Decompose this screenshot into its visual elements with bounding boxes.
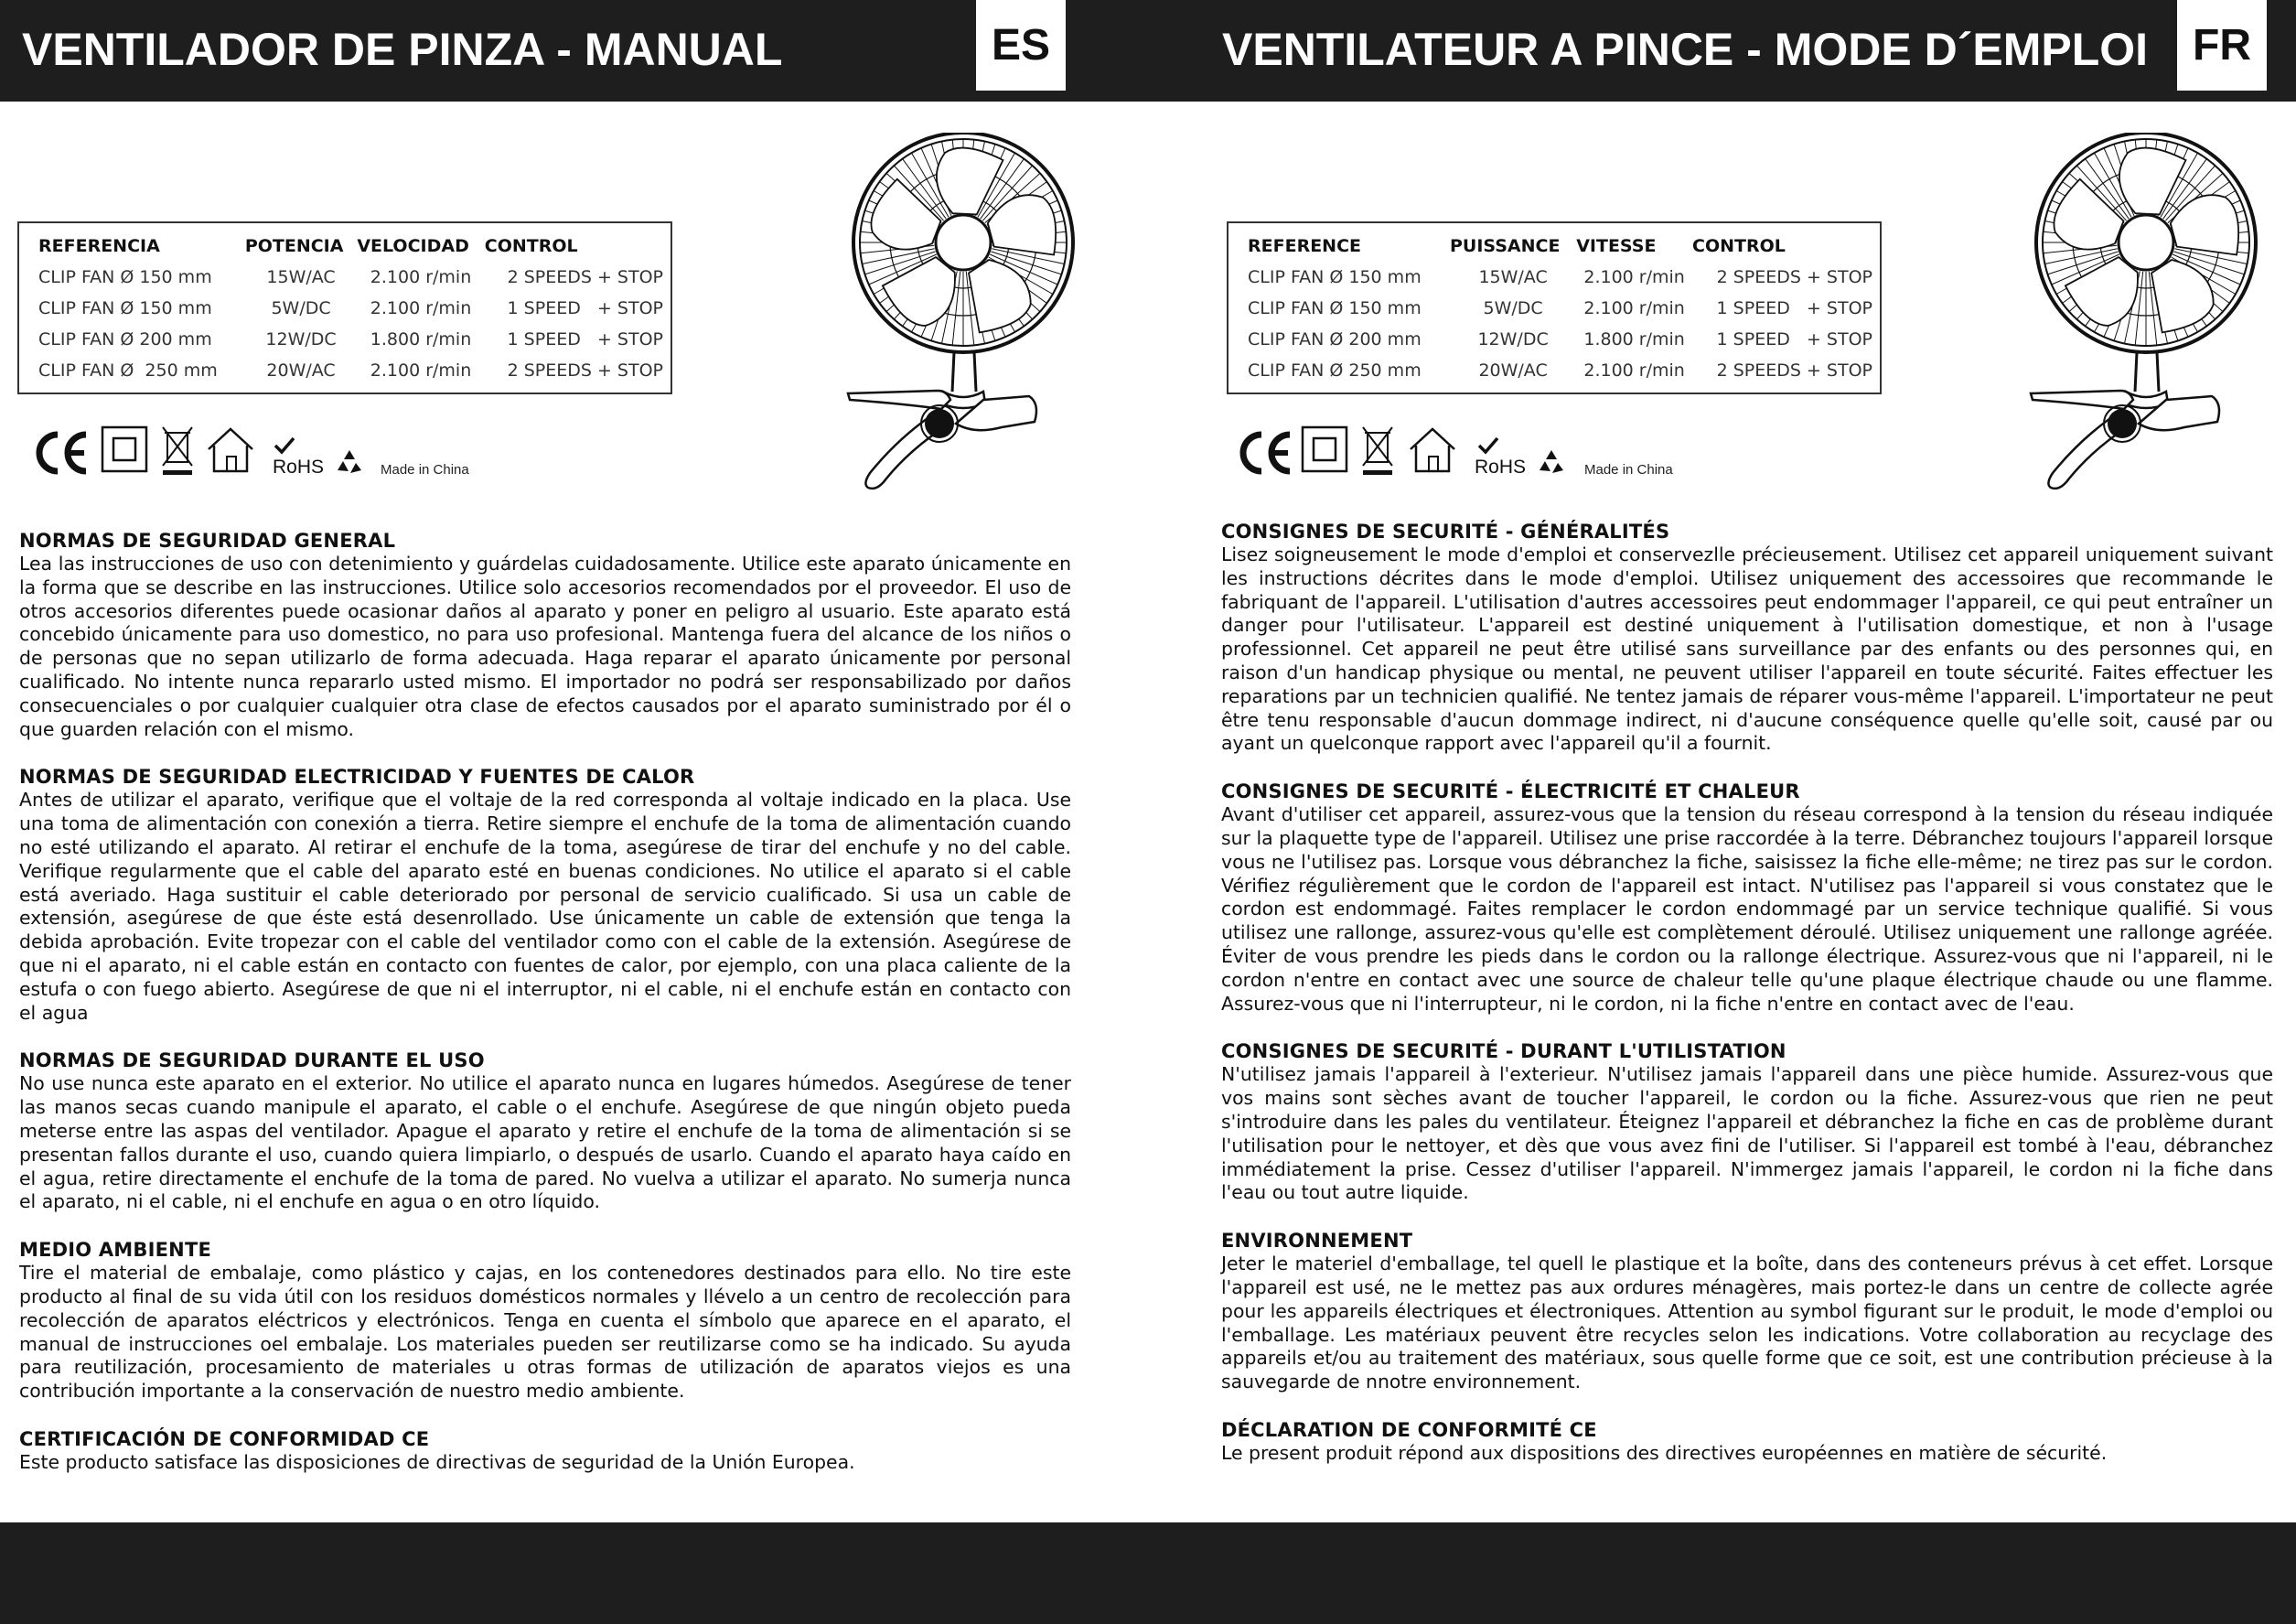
table-cell: 5W/DC — [1483, 298, 1543, 318]
rohs-check-icon — [1476, 436, 1500, 455]
section-body: Tire el material de embalaje, como plástico y cajas, en los contenedores destinados para ello. No tire este producto al final de su vida útil con los residuos domésticos normales y llévelo a un centro de recolección para recolección de aparatos eléctricos y electrónicos. Tenga en cuenta el símbolo que aparece en el aparato, el manual de instrucciones oel embalaje. Los materiales pueden ser reutilizarse como se ha indicado. Su ayuda para reutilización, procesamiento de materiales u otras formas de utilización de aparatos viejos es una contribución importante a la conservación de nuestro medio ambiente. — [19, 1262, 1071, 1403]
table-cell: CLIP FAN Ø 200 mm — [38, 329, 212, 350]
indoor-use-house-icon — [205, 425, 256, 473]
table-cell: 1 SPEED + STOP — [507, 329, 663, 350]
table-row — [18, 324, 671, 355]
table-cell: CLIP FAN Ø 150 mm — [38, 298, 212, 318]
table-cell: 15W/AC — [266, 267, 336, 287]
table-cell: CLIP FAN Ø 250 mm — [1248, 360, 1422, 381]
section-electrical-safety — [19, 765, 1071, 1025]
table-cell: 2 SPEEDS + STOP — [1716, 360, 1872, 381]
double-insulation-icon — [1301, 425, 1348, 473]
table-cell: 2.100 r/min — [370, 360, 472, 381]
rohs-label: RoHS — [273, 457, 325, 478]
table-cell: 2.100 r/min — [370, 267, 472, 287]
section-heading: CERTIFICACIÓN DE CONFORMIDAD CE — [19, 1427, 430, 1450]
ce-mark-icon — [1237, 429, 1293, 477]
section-heading: ENVIRONNEMENT — [1221, 1230, 1413, 1253]
table-header-row — [1228, 222, 1881, 262]
section-body: N'utilisez jamais l'appareil à l'exterieur. N'utilisez jamais l'appareil dans une pièce humide. Assurez-vous que vos mains sont sèches avant de toucher l'appareil, le cordon ou la fiche. Assurez-vous que rien ne peut s'introduire dans les pales du ventilateur. Éteignez l'appareil et débranchez la fiche en cas de problème durant l'utilisation pour le nettoyer, et dès que vous avez fini de l'utiliser. Si l'appareil est tombé à l'eau, débranchez immédiatement la prise. Cessez d'utiliser l'appareil. N'immergez jamais l'appareil, le cordon ni la fiche dans l'eau ou tout autre liquide. — [1221, 1063, 2273, 1204]
section-heading: NORMAS DE SEGURIDAD DURANTE EL USO — [19, 1049, 485, 1072]
column-header: CONTROL — [1692, 236, 1786, 256]
indoor-use-house-icon — [1407, 425, 1458, 473]
made-in-label: Made in China — [1584, 462, 1673, 478]
weee-bin-icon — [159, 424, 196, 477]
section-body: Este producto satisface las disposiciones de directivas de seguridad de la Unión Europea. — [19, 1450, 855, 1473]
section-body: Avant d'utiliser cet appareil, assurez-vous que la tension du réseau correspond à la tension du réseau indiquée sur la plaquette type de l'appareil. Utilisez une prise raccordée à la terre. Débranchez toujours l'appareil lorsque vous ne l'utilisez pas. Lorsque vous débranchez la fiche, saisissez la fiche elle-même; ne tirez pas sur le cordon. Vérifiez régulièrement que le cordon de l'appareil est intact. N'utilisez pas l'appareil si vous constatez que le cordon est endommagé. Faites remplacer le cordon endommagé par un service technique qualifié. Si vous utilisez une rallonge, assurez-vous qu'elle est complètement déroulé. Utilisez uniquement une rallonge agréée. Éviter de vous prendre les pieds dans le cordon ou la rallonge électrique. Assurez-vous que ni l'appareil, ni le cordon n'entre en contact avec une source de chaleur telle qu'une plaque électrique chaude ou une flamme. Assurez-vous que ni l'interrupteur, ni le cordon, ni la fiche n'entre en contact avec de l'eau. — [1221, 803, 2273, 1015]
section-ce-conformity — [1221, 1418, 2273, 1466]
clip-fan-illustration-fr — [2029, 133, 2267, 499]
column-header: VELOCIDAD — [357, 236, 469, 256]
table-cell: 2 SPEEDS + STOP — [507, 360, 663, 381]
table-cell: 12W/DC — [265, 329, 337, 350]
table-row — [18, 293, 671, 324]
table-cell: 12W/DC — [1477, 329, 1549, 350]
section-body: Jeter le materiel d'emballage, tel quell le plastique et la boîte, dans des conteneurs prévus à cet effet. Lorsque l'appareil est usé, ne le mettez pas aux ordures ménagères, mais portez-le dans un centre de collecte agrée pour les appareils électriques et électroniques. Attention au symbol figurant sur le produit, le mode d'emploi ou l'emballage. Les matériaux peuvent être recycles selon les indications. Votre collaboration au recyclage des appareils et/ou au traitement des matériaux, sous quelle forme que ce soit, est une contribution précieuse à la sauvegarde de nnotre environnement. — [1221, 1253, 2273, 1393]
section-usage-safety — [1221, 1039, 2273, 1205]
section-general-safety — [1221, 520, 2273, 756]
column-header: REFERENCE — [1248, 236, 1362, 256]
table-cell: 2.100 r/min — [1583, 267, 1685, 287]
section-environment — [1221, 1229, 2273, 1394]
text-column-es — [19, 529, 1071, 1499]
footer-bar — [0, 1522, 2296, 1624]
table-cell: CLIP FAN Ø 150 mm — [1248, 267, 1422, 287]
table-cell: CLIP FAN Ø 200 mm — [1248, 329, 1422, 350]
section-body: Antes de utilizar el aparato, verifique que el voltaje de la red corresponda al voltaje indicado en la placa. Use una toma de alimentación con conexión a tierra. Retire siempre el enchufe de la toma de alimentación cuando no esté utilizando el aparato. Al retirar el enchufe de la toma, asegúrese de tirar del enchufe y no del cable. Verifique regularmente que el cable del aparato esté en buenas condiciones. No utilice el aparato si el cable está averiado. Haga sustituir el cable deteriorado por personal de servicio cualificado. Si usa un cable de extensión, asegúrese de que éste está desenrollado. Use únicamente un cable de extensión que tenga la debida aprobación. Evite tropezar con el cable del ventilador como con el cable de la extensión. Asegúrese de que ni el aparato, ni el cable están en contacto con fuentes de calor, por ejemplo, con una placa caliente de la estufa o con fuego abierto. Asegúrese de que ni el interruptor, ni el cable, ni el enchufe están en contacto con el agua — [19, 789, 1071, 1024]
table-cell: 20W/AC — [1478, 360, 1548, 381]
table-cell: 2 SPEEDS + STOP — [1716, 267, 1872, 287]
recycle-icon — [1537, 447, 1566, 477]
page-title-fr: VENTILATEUR A PINCE - MODE D´EMPLOI — [1222, 24, 2149, 75]
table-cell: 1.800 r/min — [370, 329, 472, 350]
ce-mark-icon — [33, 429, 90, 477]
table-header-row — [18, 222, 671, 262]
made-in-label: Made in China — [381, 462, 469, 478]
table-cell: 2.100 r/min — [1583, 298, 1685, 318]
table-cell: 1.800 r/min — [1583, 329, 1685, 350]
table-cell: 1 SPEED + STOP — [507, 298, 663, 318]
spec-table-fr — [1227, 221, 1882, 394]
section-environment — [19, 1238, 1071, 1404]
column-header: CONTROL — [484, 236, 578, 256]
section-body: Lea las instrucciones de uso con detenimiento y guárdelas cuidadosamente. Utilice este aparato únicamente en la forma que se describe en las instrucciones. Utilice solo accesorios recomendados por el proveedor. El uso de otros accesorios diferentes puede ocasionar daños al aparato y poner en peligro al usuario. Este aparato está concebido únicamente para uso domestico, no para uso profesional. Mantenga fuera del alcance de los niños o de personas que no sepan utilizarlo de forma adecuada. Haga reparar el aparato únicamente por personal cualificado. No intente nunca repararlo usted mismo. El importador no podrá ser responsabilizado por daños consecuenciales o por cualquier cualquier otra clase de efectos causados por el aparato suministrado por él o que guarden relación con el mismo. — [19, 553, 1071, 740]
section-general-safety — [19, 529, 1071, 741]
table-row — [1228, 324, 1881, 355]
table-cell: CLIP FAN Ø 250 mm — [38, 360, 218, 381]
section-ce-conformity — [19, 1427, 1071, 1475]
rohs-check-icon — [273, 436, 296, 455]
double-insulation-icon — [101, 425, 148, 473]
section-heading: CONSIGNES DE SECURITÉ - DURANT L'UTILISTATION — [1221, 1040, 1786, 1063]
language-badge-es: ES — [976, 0, 1066, 91]
recycle-icon — [335, 447, 364, 477]
table-cell: 1 SPEED + STOP — [1716, 329, 1872, 350]
page-title-es: VENTILADOR DE PINZA - MANUAL — [22, 24, 783, 75]
section-body: No use nunca este aparato en el exterior. No utilice el aparato nunca en lugares húmedos. Asegúrese de tener las manos secas cuando manipule el aparato, el cable o el enchufe. Asegúrese de que ningún objeto pueda meterse entre las aspas del ventilador. Apague el aparato y retire el enchufe de la toma de alimentación si se presentan fallos durante el uso, cuando quiera limpiarlo, o después de usarlo. Cuando el aparato haya caído en el agua, retire directamente el enchufe de la toma de pared. No vuelva a utilizar el aparato. No sumerja nunca el aparato, ni el cable, ni el enchufe en agua o en otro líquido. — [19, 1072, 1071, 1213]
section-body: Lisez soigneusement le mode d'emploi et conservezlle précieusement. Utilisez cet appareil uniquement suivant les instructions décrites dans le mode d'emploi. Utilisez uniquement des accessoires que recommande le fabriquant de l'appareil. L'utilisation d'autres accessoires peut endommager l'appareil, ce qui peut entraîner un danger pour l'utilisateur. L'appareil est destiné uniquement à l'utilisation domestique, et non à l'usage professionnel. Cet appareil ne peut être utilisé sans surveillance par des enfants ou des personnes qui, en raison d'un handicap physique ou mental, ne peuvent utiliser l'appareil en toute sécurité. Faites effectuer les reparations par un technicien qualifié. Ne tentez jamais de réparer vous-même l'appareil. L'importateur ne peut être tenu responsable d'aucun dommage indirect, ni d'aucune conséquence quelle qu'elle soit, causé par ou ayant un quelconque rapport avec l'appareil qu'il a fournit. — [1221, 543, 2273, 755]
section-body: Le present produit répond aux dispositions des directives européennes en matière de sécurité. — [1221, 1441, 2108, 1464]
table-cell: CLIP FAN Ø 150 mm — [38, 267, 212, 287]
section-heading: NORMAS DE SEGURIDAD GENERAL — [19, 530, 396, 552]
table-cell: 1 SPEED + STOP — [1716, 298, 1872, 318]
table-cell: 2.100 r/min — [370, 298, 472, 318]
column-header: PUISSANCE — [1449, 236, 1561, 256]
section-heading: CONSIGNES DE SECURITÉ - GÉNÉRALITÉS — [1221, 521, 1670, 543]
section-heading: CONSIGNES DE SECURITÉ - ÉLECTRICITÉ ET CHALEUR — [1221, 780, 1800, 803]
table-cell: 5W/DC — [271, 298, 331, 318]
table-cell: 2.100 r/min — [1583, 360, 1685, 381]
table-cell: CLIP FAN Ø 150 mm — [1248, 298, 1422, 318]
compliance-marks-fr — [1237, 424, 1712, 488]
spec-table-es — [17, 221, 672, 394]
language-badge-fr: FR — [2177, 0, 2267, 91]
section-heading: MEDIO AMBIENTE — [19, 1239, 212, 1262]
column-header: VITESSE — [1576, 236, 1657, 256]
table-cell: 20W/AC — [266, 360, 336, 381]
clip-fan-illustration-es — [846, 133, 1084, 499]
text-column-fr — [1221, 520, 2273, 1490]
section-heading: NORMAS DE SEGURIDAD ELECTRICIDAD Y FUENTES DE CALOR — [19, 766, 695, 789]
table-row — [1228, 293, 1881, 324]
table-row — [18, 262, 671, 293]
rohs-label: RoHS — [1475, 457, 1527, 478]
table-row — [1228, 355, 1881, 393]
compliance-marks-es — [33, 424, 509, 488]
table-row — [18, 355, 671, 393]
table-row — [1228, 262, 1881, 293]
weee-bin-icon — [1359, 424, 1396, 477]
table-cell: 15W/AC — [1478, 267, 1548, 287]
table-cell: 2 SPEEDS + STOP — [507, 267, 663, 287]
section-heading: DÉCLARATION DE CONFORMITÉ CE — [1221, 1418, 1597, 1441]
section-electrical-safety — [1221, 780, 2273, 1016]
column-header: REFERENCIA — [38, 236, 160, 256]
column-header: POTENCIA — [244, 236, 344, 256]
section-usage-safety — [19, 1049, 1071, 1214]
